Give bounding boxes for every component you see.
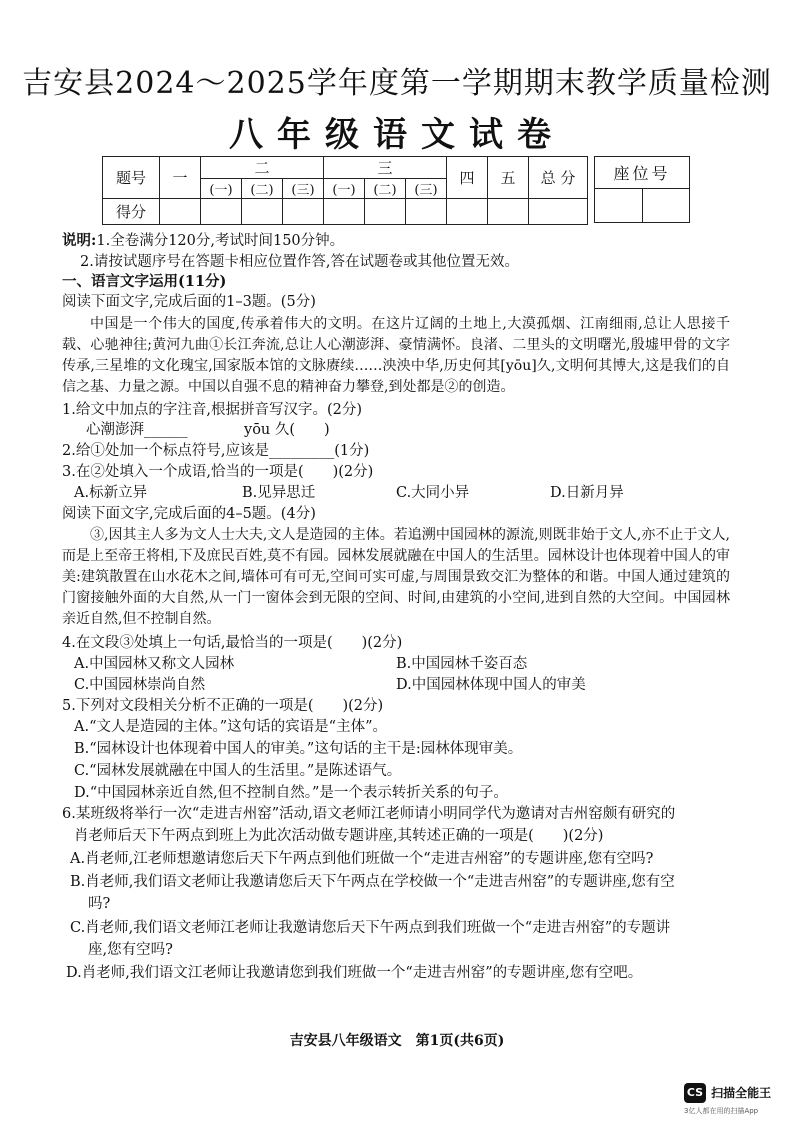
question-5: 5.下列对文段相关分析不正确的一项是( )(2分) xyxy=(62,698,384,714)
q3-option-b: B.见异思迁 xyxy=(242,485,316,501)
scanner-tagline: 3亿人都在用的扫描App xyxy=(684,1107,759,1115)
q4-option-a: A.中国园林又称文人园林 xyxy=(74,656,235,672)
score-col-total: 总 分 xyxy=(529,157,588,199)
q5-option-c: C.“园林发展就融在中国人的生活里。”是陈述语气。 xyxy=(74,763,402,779)
score-sub-col: (三) xyxy=(283,179,324,199)
score-cell xyxy=(160,199,201,225)
q6-option-b-line-1: B.肖老师,我们语文老师让我邀请您后天下午两点在学校做一个“走进吉州窑”的专题讲座,您有空 xyxy=(70,874,675,890)
q6-option-c-line-2: 座,您有空吗? xyxy=(88,942,173,958)
exam-title: 吉安县2024～2025学年度第一学期期末教学质量检测 xyxy=(22,66,772,101)
q5-option-d: D.“中国园林亲近自然,但不控制自然。”是一个表示转折关系的句子。 xyxy=(74,785,508,801)
question-1-a: 心潮澎湃______ xyxy=(86,422,188,438)
score-sub-col: (一) xyxy=(201,179,242,199)
seat-table xyxy=(594,156,690,223)
instruction-1-body: 1.全卷满分120分,考试时间150分钟。 xyxy=(96,233,345,249)
q4-option-c: C.中国园林崇尚自然 xyxy=(74,677,206,693)
score-header-label: 题号 xyxy=(103,157,160,199)
scanner-watermark xyxy=(684,1082,772,1115)
camscanner-logo-icon: CS xyxy=(684,1083,706,1103)
q6-option-d: D.肖老师,我们语文江老师让我邀请您到我们班做一个“走进吉州窑”的专题讲座,您有空吧。 xyxy=(66,965,643,981)
score-cell xyxy=(283,199,324,225)
section-heading: 一、语言文字运用(11分) xyxy=(62,273,227,290)
score-sub-col: (三) xyxy=(406,179,447,199)
question-1: 1.给文中加点的字注音,根据拼音写汉字。(2分) xyxy=(62,402,362,418)
score-col-2: 二 xyxy=(201,157,324,179)
q6-option-a: A.肖老师,江老师想邀请您后天下午两点到他们班做一个“走进吉州窑”的专题讲座,您有空吗? xyxy=(70,851,654,867)
score-sub-col: (一) xyxy=(324,179,365,199)
score-cell xyxy=(447,199,488,225)
reading-prompt-1: 阅读下面文字,完成后面的1–3题。(5分) xyxy=(62,294,316,310)
score-table xyxy=(102,156,588,225)
seat-cell xyxy=(642,189,690,223)
score-cell xyxy=(242,199,283,225)
q6-option-b-line-2: 吗? xyxy=(88,896,111,912)
seat-label: 座位号 xyxy=(595,157,690,189)
seat-cell xyxy=(595,189,643,223)
score-cell xyxy=(201,199,242,225)
passage-1: 中国是一个伟大的国度,传承着伟大的文明。在这片辽阔的土地上,大漠孤烟、江南细雨,总让人思接千载、心驰神往;黄河九曲①长江奔流,总让人心潮澎湃、豪情满怀。良渚、二里头的文明曙光,殷墟甲骨的文字传承,三星堆的文化瑰宝,国家版本馆的文脉赓续……泱泱中华,历史何其[yōu]久,文明何其博大,这是我们的自信之基、力量之源。中国以自强不息的精神奋力攀登,到处都是②的创造。 xyxy=(62,316,730,395)
passage-2: ③,因其主人多为文人士大夫,文人是造园的主体。若追溯中国园林的源流,则既非始于文人,亦不止于文人,而是上至帝王将相,下及庶民百姓,莫不有园。园林发展就融在中国人的生活里。园林设计也体现着中国人的审美:建筑散置在山水花木之间,墙体可有可无,空间可实可虚,与周围景致交汇为整体的和谐。中国人通过建筑的门窗接触外面的大自然,从一门一窗体会到无限的空间、时间,由建筑的小空间,进到自然的大空间。中国园林亲近自然,但不控制自然。 xyxy=(62,527,730,627)
question-2: 2.给①处加一个标点符号,应该是_________(1分) xyxy=(62,443,370,459)
score-row-label: 得分 xyxy=(103,199,160,225)
question-6-line-2: 肖老师后天下午两点到班上为此次活动做专题讲座,其转述正确的一项是( )(2分) xyxy=(74,828,604,844)
question-4: 4.在文段③处填上一句话,最恰当的一项是( )(2分) xyxy=(62,635,403,651)
score-col-3: 三 xyxy=(324,157,447,179)
score-col-1: 一 xyxy=(160,157,201,199)
q5-option-a: A.“文人是造园的主体。”这句话的宾语是“主体”。 xyxy=(74,719,387,735)
exam-subtitle: 八年级语文试卷 xyxy=(229,115,565,155)
question-1-b: yōu 久( ) xyxy=(244,422,330,438)
score-col-4: 四 xyxy=(447,157,488,199)
q3-option-a: A.标新立异 xyxy=(74,485,148,501)
instruction-2: 2.请按试题序号在答题卡相应位置作答,答在试题卷或其他位置无效。 xyxy=(80,254,519,270)
q3-option-d: D.日新月异 xyxy=(550,485,624,501)
score-cell xyxy=(406,199,447,225)
score-sub-col: (二) xyxy=(242,179,283,199)
q4-option-b: B.中国园林千姿百态 xyxy=(396,656,528,672)
q6-option-c-line-1: C.肖老师,我们语文老师江老师让我邀请您后天下午两点到我们班做一个“走进吉州窑”的专题讲 xyxy=(70,920,671,936)
score-cell xyxy=(324,199,365,225)
q3-option-c: C.大同小异 xyxy=(396,485,470,501)
instruction-1: 说明:1.全卷满分120分,考试时间150分钟。 xyxy=(62,232,345,249)
q4-option-d: D.中国园林体现中国人的审美 xyxy=(396,677,586,693)
page-footer: 吉安县八年级语文 第1页(共6页) xyxy=(289,1033,505,1049)
score-col-5: 五 xyxy=(488,157,529,199)
score-sub-col: (二) xyxy=(365,179,406,199)
score-cell xyxy=(365,199,406,225)
scanner-app-name: 扫描全能王 xyxy=(711,1086,772,1100)
reading-prompt-2: 阅读下面文字,完成后面的4–5题。(4分) xyxy=(62,506,316,522)
question-6-line-1: 6.某班级将举行一次“走进吉州窑”活动,语文老师江老师请小明同学代为邀请对吉州窑颇有研究的 xyxy=(62,806,676,822)
question-3: 3.在②处填入一个成语,恰当的一项是( )(2分) xyxy=(62,464,374,480)
q5-option-b: B.“园林设计也体现着中国人的审美。”这句话的主干是:园林体现审美。 xyxy=(74,741,523,757)
score-cell xyxy=(529,199,588,225)
score-cell xyxy=(488,199,529,225)
